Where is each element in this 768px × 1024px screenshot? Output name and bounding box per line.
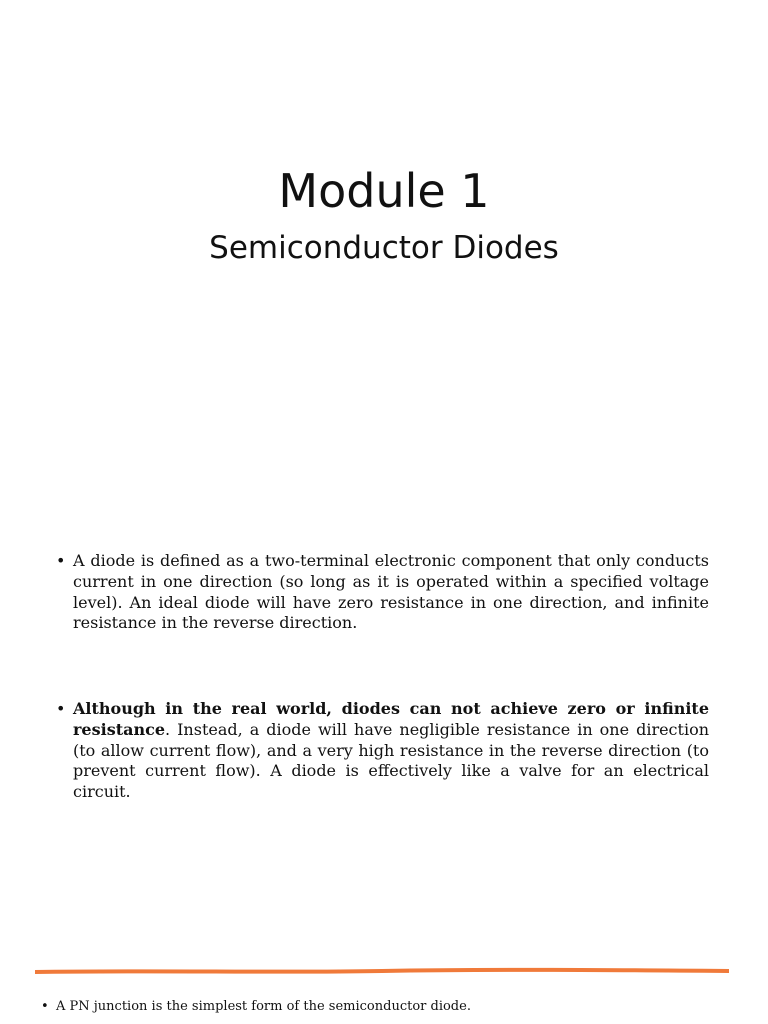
bullet-bold-text: Although in the real world, diodes can not achieve zero or infinite resistance (73, 699, 709, 739)
divider-brush-stroke (35, 970, 729, 972)
slide-subtitle: Semiconductor Diodes (209, 230, 559, 266)
bullet-list (56, 551, 709, 634)
bullet-marker: • (56, 699, 66, 718)
slide-divider (35, 966, 729, 976)
bullet-diode-definition (56, 551, 709, 634)
bullet-text: A diode is defined as a two-terminal electronic component that only conducts current in one direction (so long as it is operated within a specified voltage level). An ideal diode will have zero resistance in one direction, and infinite resistance in the reverse direction. (73, 551, 709, 633)
bullet-marker: • (41, 999, 49, 1014)
bullet-text: A PN junction is the simplest form of the semiconductor diode. (56, 999, 471, 1014)
bullet-marker: • (56, 551, 66, 570)
bullet-real-world (56, 699, 709, 803)
bullet-list (56, 699, 709, 803)
slide-title: Module 1 (278, 164, 490, 218)
bullet-text: . Instead, a diode will have negligible resistance in one direction (to allow current flow), and a very high resistance in the reverse direction (to prevent current flow). A diode is effectively like a valve for an electrical circuit. (73, 719, 709, 802)
bullet-pn-junction (41, 999, 471, 1015)
next-slide-preview (41, 999, 471, 1015)
